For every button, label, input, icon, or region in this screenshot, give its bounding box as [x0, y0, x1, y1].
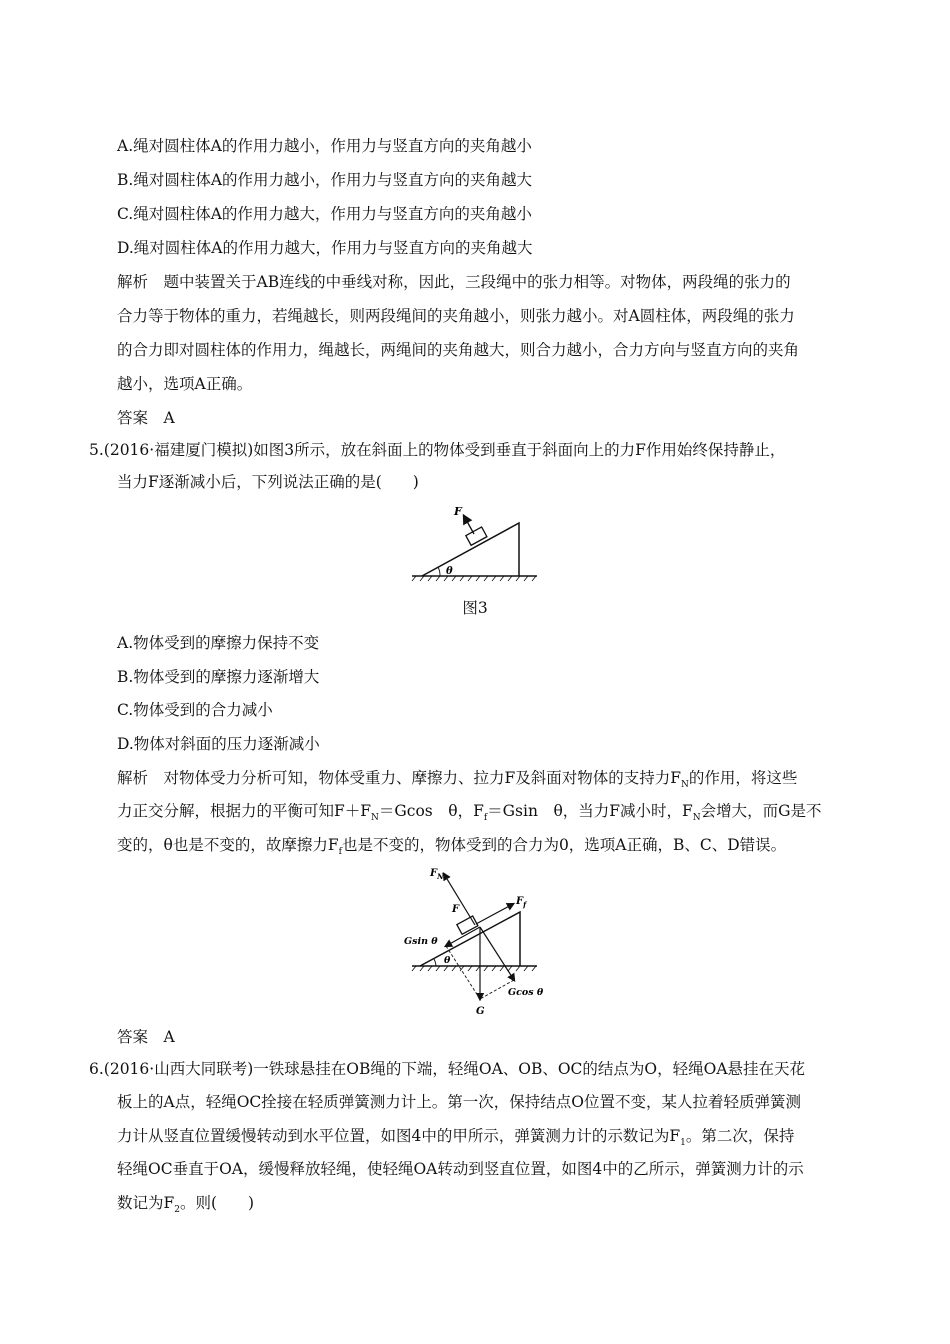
q4-analysis-line: 解析 题中装置关于AB连线的中垂线对称，因此，三段绳中的张力相等。对物体，两段绳的张力的 [117, 273, 791, 291]
q5-option-d: D.物体对斜面的压力逐渐减小 [117, 735, 320, 753]
g-label: G [476, 1006, 485, 1017]
q5-option-c: C.物体受到的合力减小 [117, 701, 273, 719]
q5-analysis-line: 力正交分解，根据力的平衡可知$F+F_N=Gcos$ θ，$F_f=Gsin$ θ，当力F减小时，$F_N$会增大，而G是不 [117, 802, 822, 824]
q5-answer: 答案 A [117, 1028, 175, 1046]
fn-label: $F_N$ [430, 868, 444, 881]
angle-arc [438, 567, 440, 576]
force-diagram [400, 862, 560, 1022]
q6-stem-line: 数记为$F_2$。则( ) [117, 1194, 255, 1216]
q6-stem-line: 6.(2016·山西大同联考)一铁球悬挂在OB绳的下端，轻绳OA、OB、OC的结点为O，轻绳OA悬挂在天花 [89, 1060, 806, 1078]
q5-stem-line: 5.(2016·福建厦门模拟)如图3所示，放在斜面上的物体受到垂直于斜面向上的力F作用始终保持静止， [89, 441, 786, 459]
incline [422, 523, 519, 576]
q4-option-b: B.绳对圆柱体A的作用力越小，作用力与竖直方向的夹角越大 [117, 171, 533, 189]
q5-analysis-line: 解析 对物体受力分析可知，物体受重力、摩擦力、拉力F及斜面对物体的支持力$F_N$的作用，将这些 [117, 769, 798, 791]
q5-analysis-line: 变的，θ也是不变的，故摩擦力$F_f$也是不变的，物体受到的合力为0，选项A正确，B、C、D错误。 [117, 836, 787, 858]
angle-label: θ [444, 955, 451, 966]
figure-caption: 图3 [462, 599, 488, 617]
q6-stem-line: 板上的A点，轻绳OC拴接在轻质弹簧测力计上。第一次，保持结点O位置不变，某人拉着轻质弹簧测 [117, 1093, 801, 1111]
q5-option-a: A.物体受到的摩擦力保持不变 [117, 634, 320, 652]
q4-analysis-line: 越小，选项A正确。 [117, 375, 253, 393]
q5-stem-line: 当力F逐渐减小后，下列说法正确的是( ) [117, 473, 419, 491]
q4-option-c: C.绳对圆柱体A的作用力越大，作用力与竖直方向的夹角越小 [117, 205, 532, 223]
q4-answer: 答案 A [117, 409, 175, 427]
q4-option-d: D.绳对圆柱体A的作用力越大，作用力与竖直方向的夹角越大 [117, 239, 533, 257]
q4-analysis-line: 的合力即对圆柱体的作用力，绳越长，两绳间的夹角越大，则合力越小，合力方向与竖直方向的夹角 [117, 341, 800, 359]
ff-label: $F_f$ [516, 896, 527, 909]
q4-analysis-line: 合力等于物体的重力，若绳越长，则两段绳间的夹角越小，则张力越小。对A圆柱体，两段绳的张力 [117, 307, 795, 325]
gsin-label: Gsin θ [404, 936, 438, 947]
q6-stem-line: 力计从竖直位置缓慢转动到水平位置，如图4中的甲所示，弹簧测力计的示数记为$F_1$。第二次，保持 [117, 1127, 795, 1149]
angle-label: θ [446, 566, 453, 577]
incline-figure [412, 503, 542, 583]
f-label: F [452, 904, 460, 915]
q6-stem-line: 轻绳OC垂直于OA，缓慢释放轻绳，使轻绳OA转动到竖直位置，如图4中的乙所示，弹簧测力计的示 [117, 1160, 804, 1178]
q4-option-a: A.绳对圆柱体A的作用力越小，作用力与竖直方向的夹角越小 [117, 137, 532, 155]
force-label: F [454, 505, 462, 518]
force-arrow [464, 516, 474, 534]
gcos-label: Gcos θ [508, 987, 544, 998]
q5-option-b: B.物体受到的摩擦力逐渐增大 [117, 668, 320, 686]
